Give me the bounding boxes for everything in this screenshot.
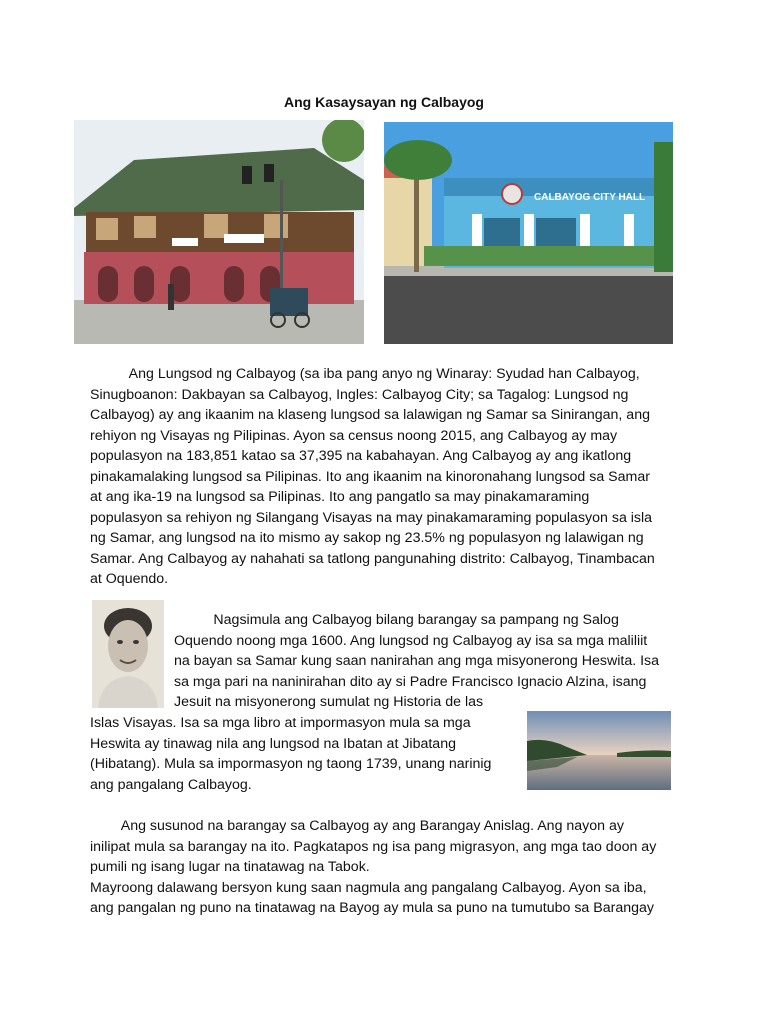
text-line: at ang ika-19 na lungsod sa Pilipinas. Ito ang pangatlo sa may pinakamaraming (90, 489, 590, 505)
text-line: (Hibatang). Mula sa impormasyon ng taong 1739, unang narinig (90, 756, 492, 772)
page-title: Ang Kasaysayan ng Calbayog (284, 94, 484, 110)
text-line: Jesuit na misyonerong sumulat ng Historia de las (174, 694, 484, 710)
text-line: Calbayog) ay ang ikaanim na klaseng lungsod sa lalawigan ng Samar sa Sinirangan, ang (90, 407, 650, 423)
paragraph-intro (90, 364, 655, 590)
paragraph-barangay (90, 816, 656, 919)
text-line: Ang susunod na barangay sa Calbayog ay ang Barangay Anislag. Ang nayon ay (90, 818, 624, 834)
text-line: rehiyon ng Visayas ng Pilipinas. Ayon sa census noong 2015, ang Calbayog ay may (90, 427, 618, 444)
text-line: Mayroong dalawang bersyon kung saan nagmula ang pangalang Calbayog. Ayon sa iba, (90, 879, 647, 896)
text-line: Nagsimula ang Calbayog bilang barangay sa pampang ng Salog (174, 612, 619, 628)
text-line: populasyon na 183,851 katao sa 37,395 na kabahayan. Ang Calbayog ay ang ikatlong (90, 448, 632, 464)
paragraph-history-top (174, 610, 659, 713)
river-photo (527, 711, 671, 790)
text-line: Heswita ay tinawag nila ang lungsod na Ibatan at Jibatang (90, 735, 456, 752)
text-line: Oquendo noong mga 1600. Ang lungsod ng Calbayog ay isa sa mga maliliit (174, 632, 648, 649)
paragraph-history-bottom (90, 713, 491, 795)
text-line: ng Samar, ang lungsod na ito mismo ay sakop ng 23.5% ng populasyon ng lalawigan ng (90, 530, 644, 546)
text-line: sa mga pari na naninirahan dito ay si Padre Francisco Ignacio Alzina, isang (174, 673, 647, 690)
text-line: ang pangalan ng puno na tinatawag na Bayog ay mula sa puno na tumutubo sa Barangay (90, 900, 654, 916)
text-line: at Oquendo. (90, 571, 169, 587)
text-line: ang pangalang Calbayog. (90, 776, 252, 793)
text-line: Ang Lungsod ng Calbayog (sa iba pang anyo ng Winaray: Syudad han Calbayog, (90, 366, 640, 382)
city-hall-sign: CALBAYOG CITY HALL (534, 192, 646, 203)
text-line: inilipat mula sa barangay na ito. Pagkatapos ng isa pang migrasyon, ang mga tao doon ay (90, 838, 657, 855)
text-line: Sinugboanon: Dakbayan sa Calbayog, Ingles: Calbayog City; sa Tagalog: Lungsod ng (90, 386, 629, 403)
text-line: Islas Visayas. Isa sa mga libro at impormasyon mula sa mga (90, 715, 471, 731)
text-line: populasyon sa rehiyon ng Silangang Visayas na may pinakamaraming populasyon sa isla (90, 509, 653, 526)
heritage-house-photo (74, 120, 364, 344)
text-line: Samar. Ang Calbayog ay nahahati sa tatlong pangunahing distrito: Calbayog, Tinambacan (90, 550, 655, 567)
text-line: na bayan sa Samar kung saan nanirahan ang mga misyonerong Heswita. Isa (174, 653, 660, 669)
portrait-photo (92, 600, 164, 708)
city-hall-photo (384, 122, 673, 344)
text-line: pumili ng isang lugar na tinatawag na Tabok. (90, 859, 370, 875)
text-line: pinakamalaking lungsod sa Pilipinas. Ito ang ikaanim na kinoronahang lungsod sa Samar (90, 468, 650, 485)
